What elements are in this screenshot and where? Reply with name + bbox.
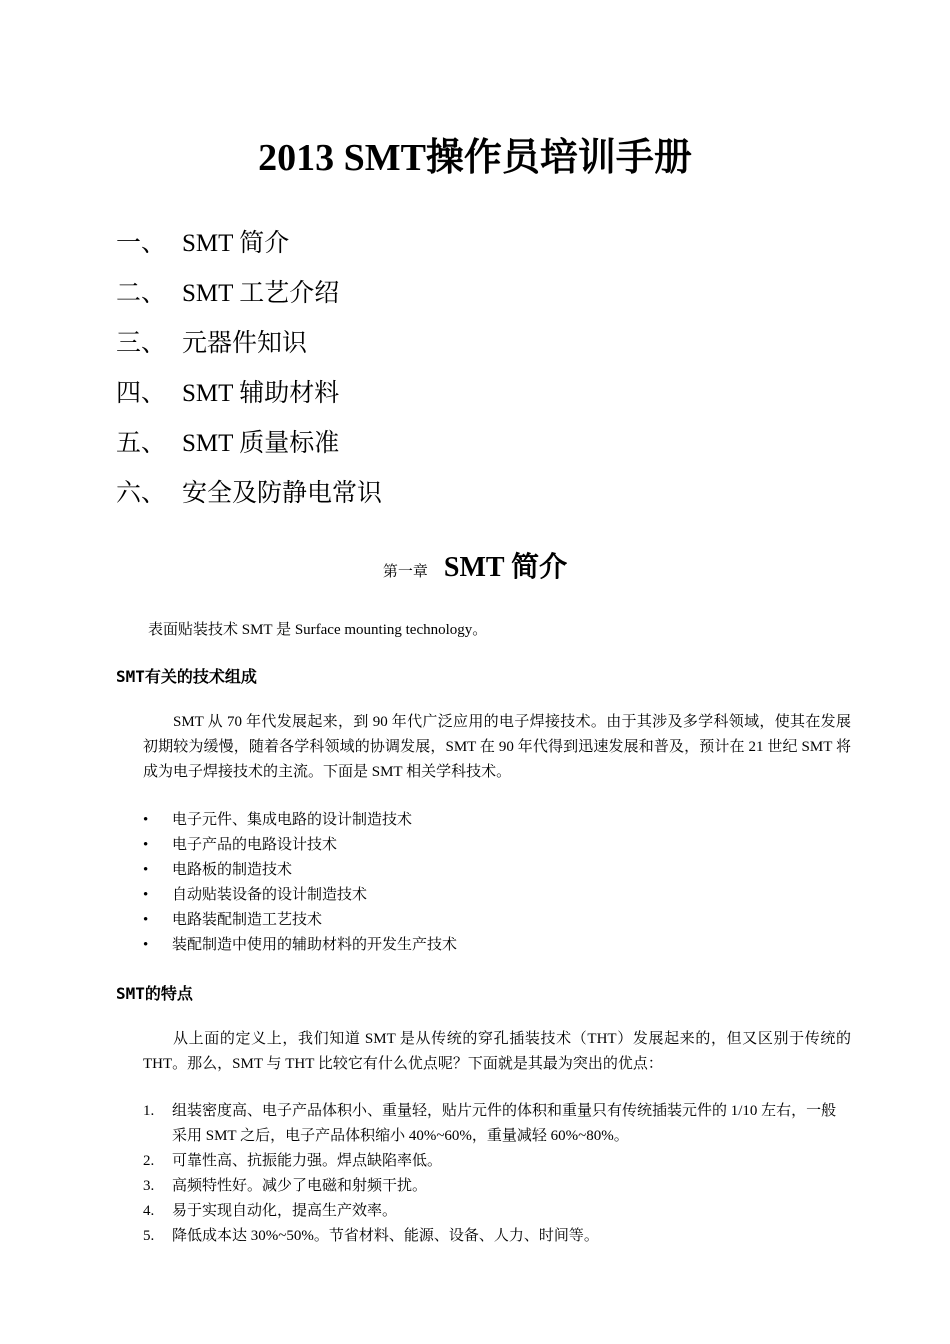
toc-text: SMT 质量标准 bbox=[182, 430, 340, 457]
section-heading-tech: SMT有关的技术组成 bbox=[116, 667, 257, 686]
toc-text: SMT 工艺介绍 bbox=[182, 280, 340, 307]
toc-number: 三、 bbox=[116, 330, 167, 357]
list-item bbox=[143, 1199, 851, 1224]
toc-item bbox=[116, 426, 716, 476]
list-item-text: 自动贴装设备的设计制造技术 bbox=[172, 887, 368, 903]
table-of-contents bbox=[116, 226, 716, 526]
list-number: 5. bbox=[143, 1228, 155, 1244]
chapter-heading bbox=[0, 548, 950, 592]
toc-item bbox=[116, 376, 716, 426]
list-item bbox=[143, 833, 457, 858]
chapter-label: 第一章 bbox=[382, 564, 428, 580]
list-item bbox=[143, 1174, 851, 1199]
toc-number: 二、 bbox=[116, 280, 167, 307]
bullet-icon: • bbox=[143, 887, 149, 903]
list-item-text: 电子元件、集成电路的设计制造技术 bbox=[172, 812, 413, 828]
toc-text: 元器件知识 bbox=[182, 330, 308, 357]
toc-number: 五、 bbox=[116, 430, 167, 457]
list-item bbox=[143, 808, 457, 833]
list-number: 2. bbox=[143, 1153, 155, 1169]
bullet-icon: • bbox=[143, 937, 149, 953]
list-item bbox=[143, 858, 457, 883]
toc-number: 一、 bbox=[116, 230, 167, 257]
list-item bbox=[143, 1099, 851, 1149]
list-item bbox=[143, 933, 457, 958]
toc-text: SMT 辅助材料 bbox=[182, 380, 340, 407]
list-number: 3. bbox=[143, 1178, 155, 1194]
list-item-text: 装配制造中使用的辅助材料的开发生产技术 bbox=[172, 937, 458, 953]
list-item-text: 电路装配制造工艺技术 bbox=[172, 912, 323, 928]
bullet-icon: • bbox=[143, 812, 149, 828]
toc-item bbox=[116, 476, 716, 526]
list-item-text: 电子产品的电路设计技术 bbox=[172, 837, 338, 853]
bullet-icon: • bbox=[143, 862, 149, 878]
toc-text: 安全及防静电常识 bbox=[182, 480, 383, 507]
toc-text: SMT 简介 bbox=[182, 230, 290, 257]
list-item-text: 组装密度高、电子产品体积小、重量轻，贴片元件的体积和重量只有传统插装元件的 1/10 左右，一般采用 SMT 之后，电子产品体积缩小 40%~60%，重量减轻 60%~80%。 bbox=[172, 1103, 837, 1144]
list-number: 4. bbox=[143, 1203, 155, 1219]
list-item bbox=[143, 883, 457, 908]
section-paragraph: SMT 从 70 年代发展起来，到 90 年代广泛应用的电子焊接技术。由于其涉及多学科领域，使其在发展初期较为缓慢，随着各学科领域的协调发展，SMT 在 90 年代得到迅速发展和普及，预计在 21 世纪 SMT 将成为电子焊接技术的主流。下面是 SMT 相关学科技术。 bbox=[143, 714, 851, 780]
list-item bbox=[143, 908, 457, 933]
list-item-text: 易于实现自动化，提高生产效率。 bbox=[172, 1203, 398, 1219]
toc-number: 四、 bbox=[116, 380, 167, 407]
bullet-icon: • bbox=[143, 912, 149, 928]
list-number: 1. bbox=[143, 1103, 155, 1119]
list-item-text: 可靠性高、抗振能力强。焊点缺陷率低。 bbox=[172, 1153, 443, 1169]
bullet-list bbox=[143, 808, 457, 958]
list-item-text: 降低成本达 30%~50%。节省材料、能源、设备、人力、时间等。 bbox=[172, 1228, 599, 1244]
bullet-icon: • bbox=[143, 837, 149, 853]
section-heading-features: SMT的特点 bbox=[116, 984, 193, 1003]
section-paragraph: 从上面的定义上，我们知道 SMT 是从传统的穿孔插装技术（THT）发展起来的，但又区别于传统的 THT。那么，SMT 与 THT 比较它有什么优点呢？下面就是其最为突出的优点： bbox=[143, 1031, 851, 1072]
list-item bbox=[143, 1149, 851, 1174]
page-title: 2013 SMT操作员培训手册 bbox=[258, 137, 692, 179]
chapter-title: SMT 简介 bbox=[443, 552, 568, 583]
numbered-list bbox=[143, 1099, 851, 1249]
list-item bbox=[143, 1224, 851, 1249]
toc-number: 六、 bbox=[116, 480, 167, 507]
list-item-text: 高频特性好。减少了电磁和射频干扰。 bbox=[172, 1178, 428, 1194]
toc-item bbox=[116, 326, 716, 376]
toc-item bbox=[116, 276, 716, 326]
list-item-text: 电路板的制造技术 bbox=[172, 862, 293, 878]
toc-item bbox=[116, 226, 716, 276]
intro-text: 表面贴装技术 SMT 是 Surface mounting technology。 bbox=[148, 622, 488, 638]
